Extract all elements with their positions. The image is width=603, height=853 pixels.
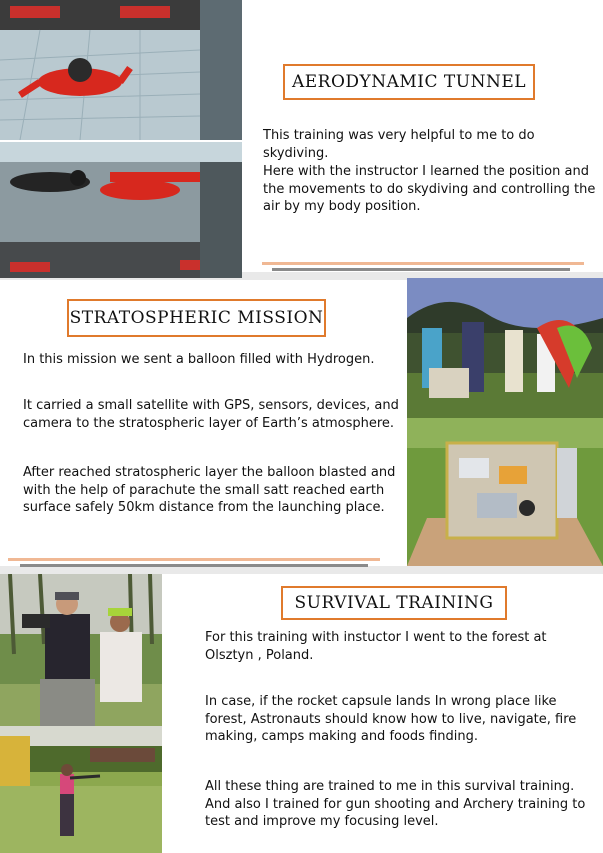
gray-rule [20,564,368,567]
satellite-payload-photo [407,418,603,566]
accent-rule [262,262,584,265]
balloon-team-photo [407,278,603,418]
section-separator-band [0,566,603,574]
stratospheric-paragraph-1: In this mission we sent a balloon filled with Hydrogen. [23,352,375,367]
section-title-text: SURVIVAL TRAINING [294,593,494,613]
wind-tunnel-photo-bottom [0,142,242,278]
forest-instructor-photo [0,574,162,726]
accent-rule [8,558,380,561]
wind-tunnel-photo-top [0,0,242,140]
section-title-text: AERODYNAMIC TUNNEL [291,72,527,92]
stratospheric-paragraph-3: After reached stratospheric layer the balloon blasted and with the help of parachute the small satt reached earth surface safely 50km distance from the launching place. [23,465,396,515]
aerodynamic-paragraph-1: This training was very helpful to me to do skydiving. [263,128,535,161]
section-title-stratospheric-mission [67,299,326,337]
survival-paragraph-3: All these thing are trained to me in this survival training. And also I trained for gun shooting and Archery training to test and improve my focusing level. [205,779,586,829]
section-title-survival-training [281,586,507,620]
section-title-aerodynamic-tunnel [283,64,535,100]
gun-shooting-photo [0,726,162,853]
section-title-text: STRATOSPHERIC MISSION [69,308,324,328]
survival-paragraph-2: In case, if the rocket capsule lands In wrong place like forest, Astronauts should know how to live, navigate, fire making, camps making and foods finding. [205,694,577,744]
gray-rule [272,268,570,271]
aerodynamic-paragraph-2: Here with the instructor I learned the position and the movements to do skydiving and controlling the air by my body position. [263,164,596,214]
stratospheric-paragraph-2: It carried a small satellite with GPS, sensors, devices, and camera to the stratospheric layer of Earth’s atmosphere. [23,398,399,431]
survival-paragraph-1: For this training with instuctor I went to the forest at Olsztyn , Poland. [205,630,547,663]
